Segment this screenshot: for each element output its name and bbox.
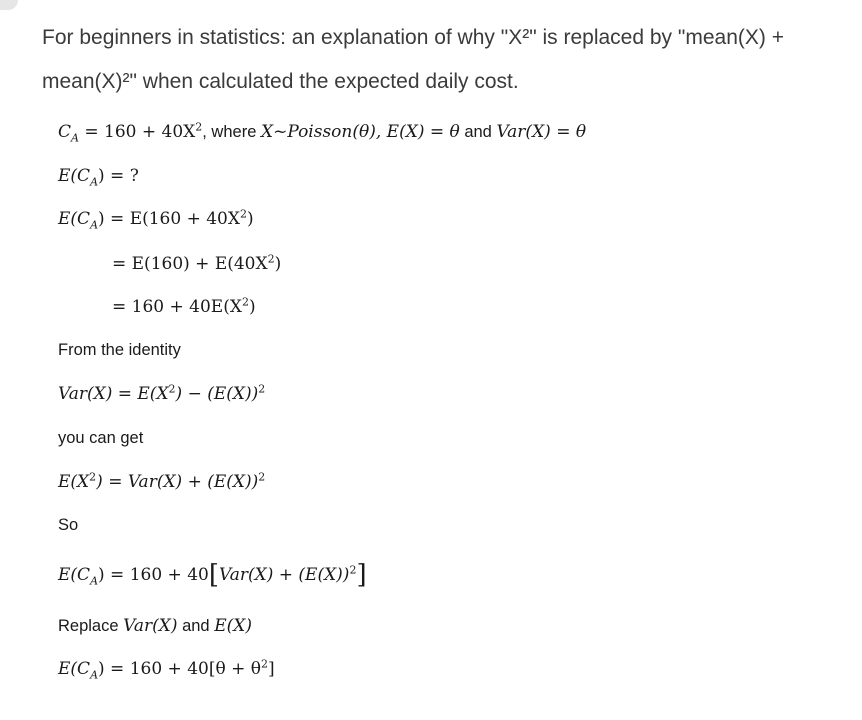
you-can-get-text: you can get [58, 429, 144, 447]
question-line: $E(C_A)$ = ? [58, 166, 139, 189]
rearranged-formula: $E(X^2) = Var(X) + (E(X))^2$ [58, 470, 266, 492]
step-2: = $E(160) + E(40X^2)$ [112, 252, 282, 274]
final-formula: $E(C_A) = 160 + 40[\theta + \theta^2]$ [58, 657, 275, 682]
so-text: So [58, 516, 79, 534]
replace-text: Replace Var(X) and E(X) [58, 616, 252, 636]
from-identity-text: From the identity [58, 341, 181, 359]
identity-formula: $Var(X) = E(X^2) - (E(X))^2$ [58, 382, 266, 404]
step-1: $E(C_A) = E(160 + 40X^2)$ [58, 207, 254, 232]
intro-line-1: For beginners in statistics: an explanation of why "X²" is replaced by "mean(X) + [42, 26, 784, 49]
step-3: = $160 + 40E(X^2)$ [112, 295, 256, 317]
given-formula: $C_A = 160 + 40X^2$, where X~Poisson(θ), E(X) = θ and Var(X) = θ [58, 120, 587, 145]
substituted-formula: $E(C_A) = 160 + 40[Var(X) + (E(X))^2]$ [58, 560, 367, 590]
intro-line-2: mean(X)²" when calculated the expected daily cost. [42, 70, 519, 93]
